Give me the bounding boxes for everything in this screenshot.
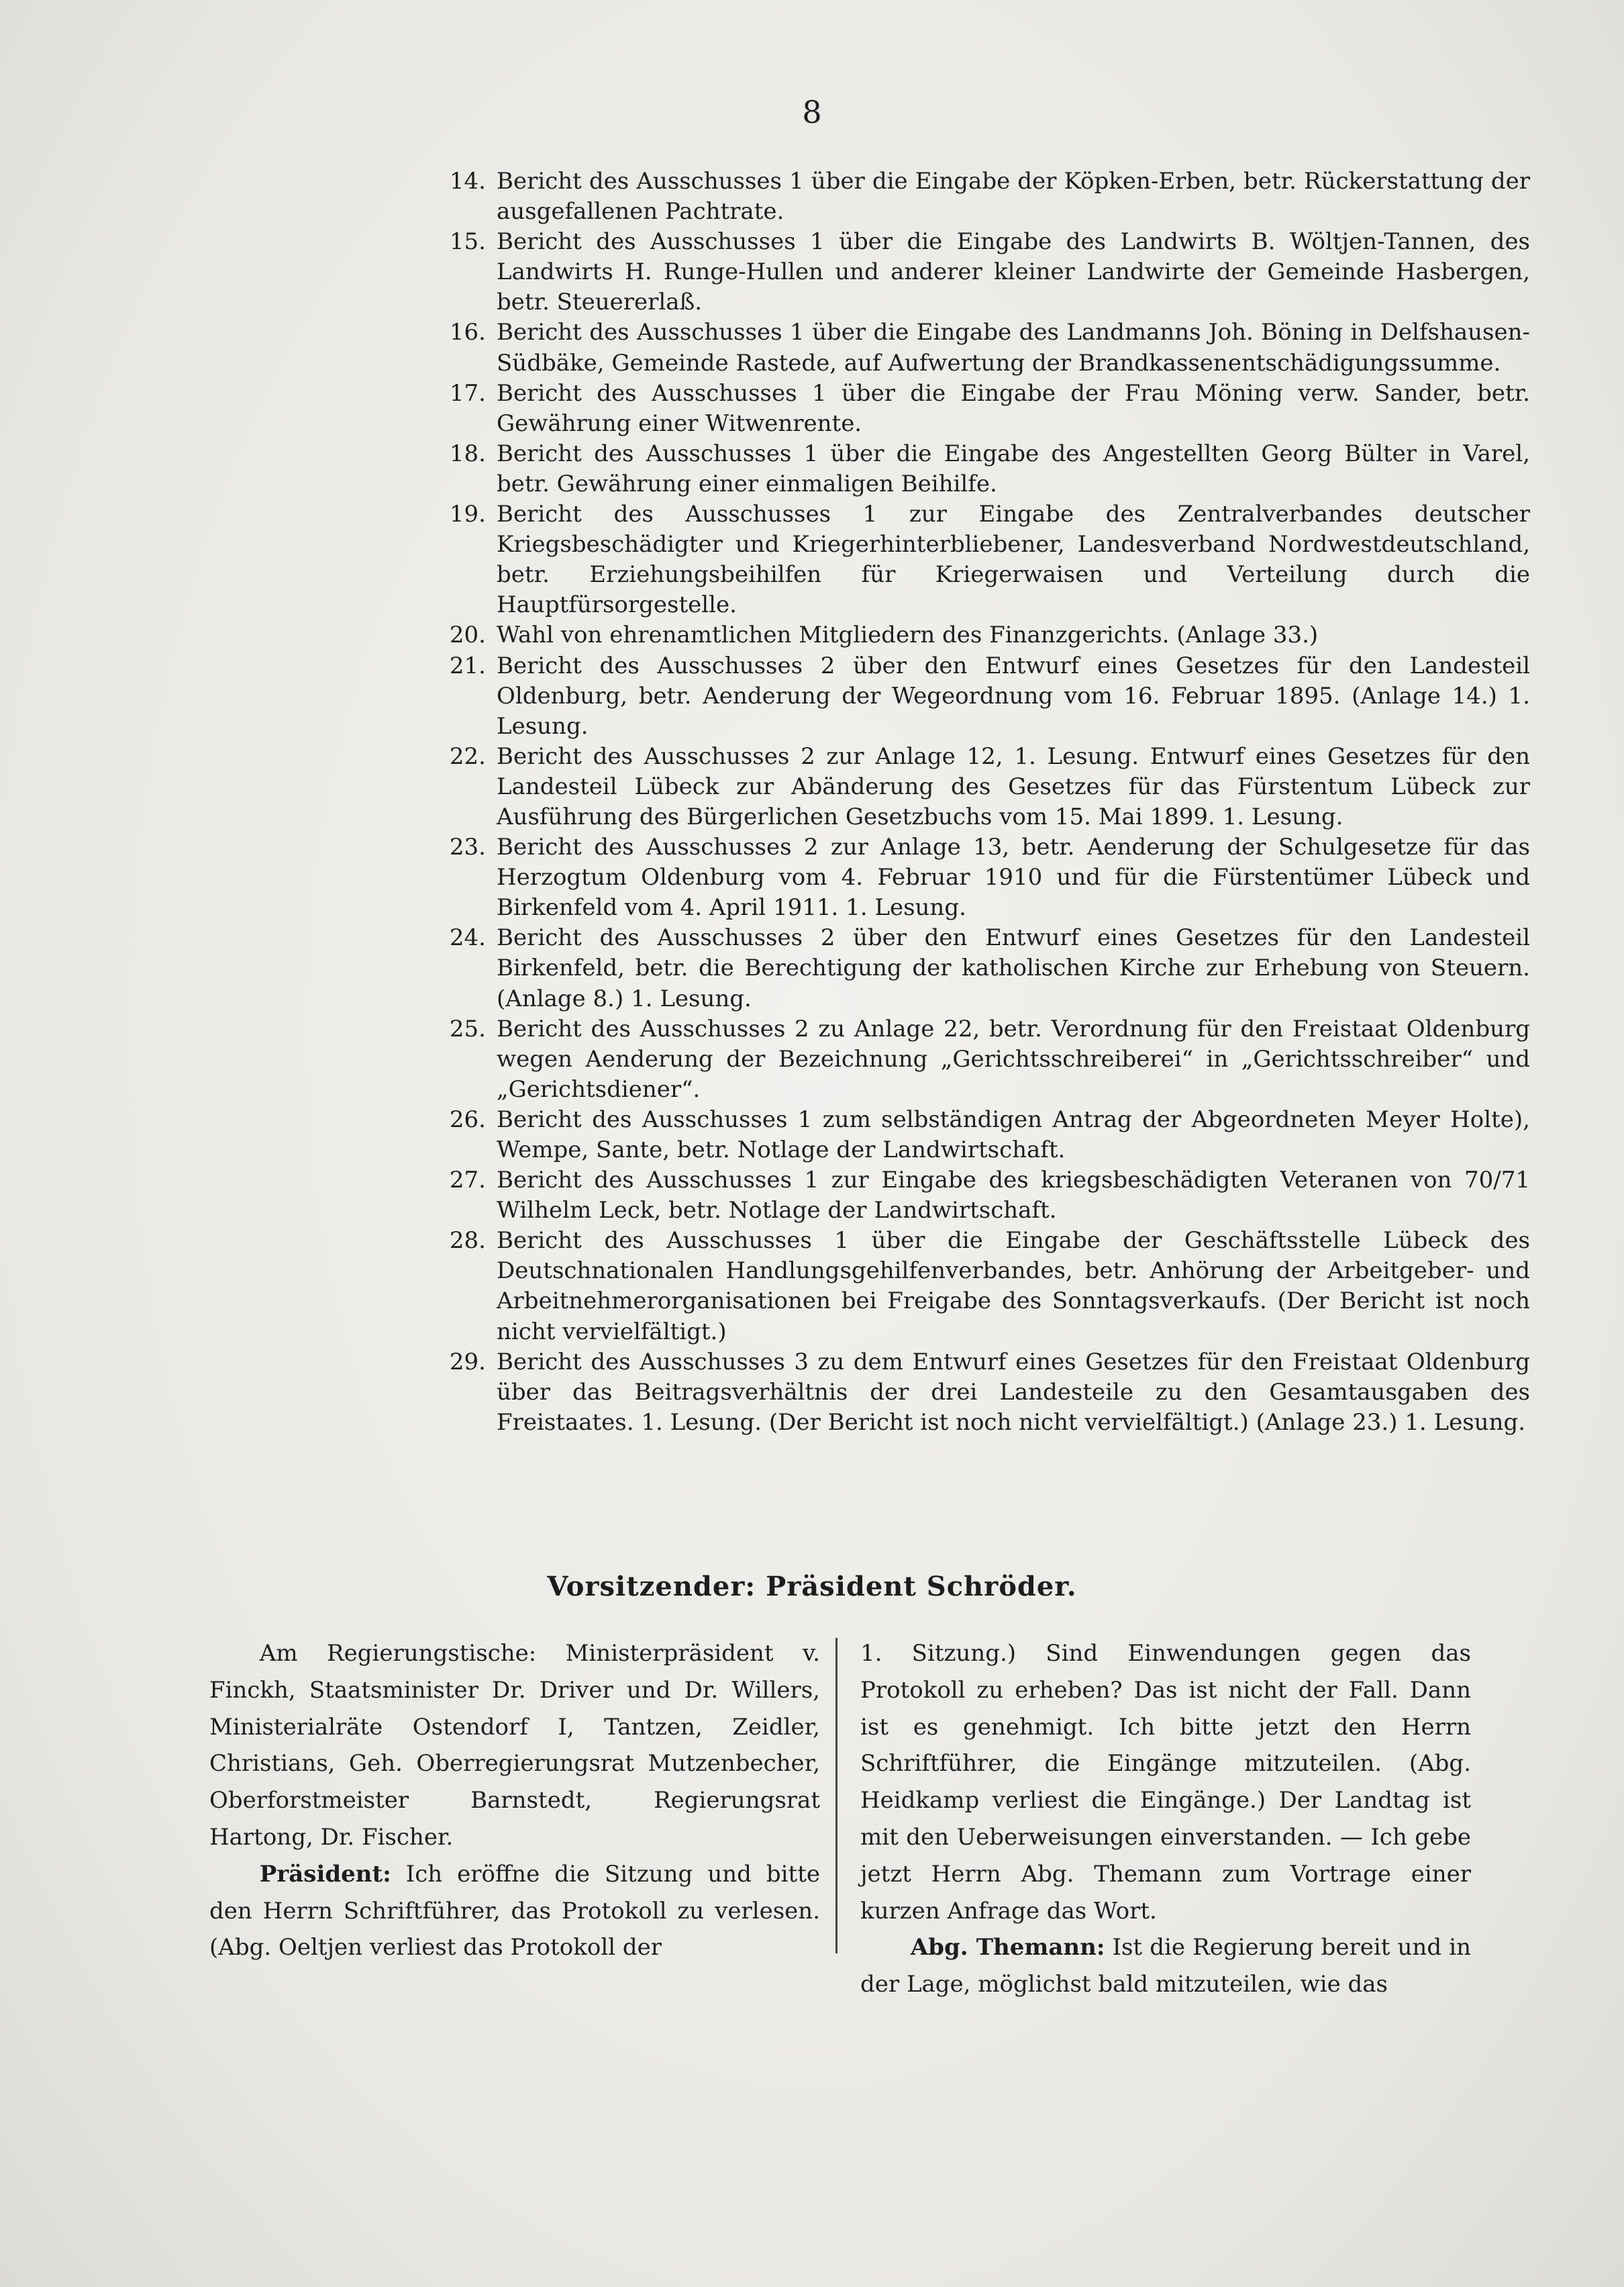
agenda-item-number: 17.: [449, 379, 486, 407]
agenda-item: [429, 620, 1530, 650]
agenda-item-number: 25.: [449, 1015, 486, 1042]
left-column: [209, 1635, 820, 1966]
speech-text: Ich eröffne die Sitzung und bitte den Herrn Schriftführer, das Protokoll zu verlesen. (Abg. Oeltjen verliest das Protokoll der: [209, 1860, 820, 1961]
continuation-paragraph: 1. Sitzung.) Sind Einwendungen gegen das Protokoll zu erheben? Das ist nicht der Fall. Dann ist es genehmigt. Ich bitte jetzt den Herrn Schriftführer, die Eingänge mitzuteilen. (Abg. Heidkamp verliest die Eingänge.) Der Landtag ist mit den Ueberweisungen einverstanden. — Ich gebe jetzt Herrn Abg. Themann zum Vortrage einer kurzen Anfrage das Wort.: [860, 1640, 1471, 1925]
speaker-label: Abg. Themann:: [910, 1934, 1105, 1961]
agenda-item: [429, 379, 1530, 439]
government-bench-paragraph: Am Regierungstische: Ministerpräsident v. Finckh, Staatsminister Dr. Driver und Dr. Willers, Ministerialräte Ostendorf I, Tantzen, Zeidler, Christians, Geh. Oberregierungsrat Mutzenbecher, Oberforstmeister Barnstedt, Regierungsrat Hartong, Dr. Fischer.: [209, 1640, 820, 1851]
agenda-item: [429, 1014, 1530, 1105]
agenda-item-text: Bericht des Ausschusses 1 über die Eingabe des Angestellten Georg Bülter in Varel, betr. Gewährung einer einmaligen Beihilfe.: [497, 440, 1530, 497]
agenda-item-text: Bericht des Ausschusses 1 über die Eingabe der Frau Möning verw. Sander, betr. Gewährung einer Witwenrente.: [497, 379, 1530, 437]
agenda-item: [429, 1347, 1530, 1438]
agenda-item-number: 29.: [449, 1348, 486, 1375]
agenda-item-number: 24.: [449, 924, 486, 952]
agenda-item: [429, 499, 1530, 620]
speaker-label: Präsident:: [259, 1860, 391, 1888]
agenda-item: [429, 166, 1530, 227]
agenda-item-text: Bericht des Ausschusses 1 über die Eingabe des Landwirts B. Wöltjen-Tannen, des Landwirts H. Runge-Hullen und anderer kleiner Landwirte der Gemeinde Hasbergen, betr. Steuererlaß.: [497, 228, 1530, 316]
agenda-item: [429, 318, 1530, 378]
page-number: 8: [802, 94, 822, 130]
agenda-item: [429, 1226, 1530, 1347]
agenda-item-text: Bericht des Ausschusses 2 über den Entwurf eines Gesetzes für den Landesteil Birkenfeld, betr. die Berechtigung der katholischen Kirche zur Erhebung von Steuern. (Anlage 8.) 1. Lesung.: [497, 924, 1530, 1012]
agenda-item-number: 21.: [449, 652, 486, 679]
agenda-item-text: Bericht des Ausschusses 1 zur Eingabe des Zentralverbandes deutscher Kriegsbeschädigter und Kriegerhinterbliebener, Landesverband Nordwestdeutschland, betr. Erziehungsbeihilfen für Kriegerwaisen und Verteilung durch die Hauptfürsorgestelle.: [497, 501, 1530, 619]
agenda-item: [429, 1105, 1530, 1165]
themann-paragraph: [860, 1929, 1471, 2003]
agenda-item-text: Bericht des Ausschusses 2 zu Anlage 22, betr. Verordnung für den Freistaat Oldenburg wegen Aenderung der Bezeichnung „Gerichtsschreiberei“ in „Gerichtsschreiber“ und „Gerichtsdiener“.: [497, 1015, 1530, 1103]
chair-heading: Vorsitzender: Präsident Schröder.: [547, 1571, 1077, 1602]
agenda-item-text: Bericht des Ausschusses 1 über die Eingabe der Köpken-Erben, betr. Rückerstattung der ausgefallenen Pachtrate.: [497, 168, 1530, 226]
agenda-item-text: Wahl von ehrenamtlichen Mitgliedern des Finanzgerichts. (Anlage 33.): [497, 622, 1319, 649]
president-paragraph: [209, 1856, 820, 1966]
agenda-item-number: 26.: [449, 1106, 486, 1133]
agenda-item-text: Bericht des Ausschusses 1 über die Eingabe des Landmanns Joh. Böning in Delfshausen-Südbäke, Gemeinde Rastede, auf Aufwertung der Brandkassenentschädigungssumme.: [497, 319, 1530, 377]
right-column: [860, 1635, 1471, 2003]
agenda-item-number: 23.: [449, 834, 486, 861]
agenda-item: [429, 923, 1530, 1014]
agenda-item-number: 16.: [449, 319, 486, 346]
agenda-item: [429, 742, 1530, 832]
column-divider: [835, 1638, 838, 1953]
agenda-item-text: Bericht des Ausschusses 2 über den Entwurf eines Gesetzes für den Landesteil Oldenburg, betr. Aenderung der Wegeordnung vom 16. Februar 1895. (Anlage 14.) 1. Lesung.: [497, 652, 1530, 740]
agenda-item-number: 20.: [449, 622, 486, 649]
agenda-item-number: 14.: [449, 168, 486, 195]
agenda-item-number: 27.: [449, 1167, 486, 1194]
agenda-item-text: Bericht des Ausschusses 2 zur Anlage 13, betr. Aenderung der Schulgesetze für das Herzogtum Oldenburg vom 4. Februar 1910 und für die Fürstentümer Lübeck und Birkenfeld vom 4. April 1911. 1. Lesung.: [497, 834, 1530, 922]
agenda-item-number: 28.: [449, 1227, 486, 1255]
agenda-item-text: Bericht des Ausschusses 2 zur Anlage 12, 1. Lesung. Entwurf eines Gesetzes für den Landesteil Lübeck zur Abänderung des Gesetzes für das Fürstentum Lübeck zur Ausführung des Bürgerlichen Gesetzbuchs vom 15. Mai 1899. 1. Lesung.: [497, 742, 1530, 830]
agenda-item-number: 15.: [449, 228, 486, 256]
agenda-item-number: 18.: [449, 440, 486, 467]
speech-text: Ist die Regierung bereit und in der Lage, möglichst bald mitzuteilen, wie das: [860, 1934, 1472, 1998]
agenda-list: [429, 166, 1530, 1438]
agenda-item-text: Bericht des Ausschusses 1 zur Eingabe des kriegsbeschädigten Veteranen von 70/71 Wilhelm Leck, betr. Notlage der Landwirtschaft.: [497, 1167, 1530, 1224]
agenda-item-number: 19.: [449, 501, 486, 528]
agenda-item: [429, 1165, 1530, 1226]
agenda-item-number: 22.: [449, 742, 486, 770]
agenda-item-text: Bericht des Ausschusses 1 zum selbständigen Antrag der Abgeordneten Meyer Holte), Wempe, Sante, betr. Notlage der Landwirtschaft.: [497, 1106, 1530, 1163]
agenda-item: [429, 651, 1530, 742]
agenda-item-text: Bericht des Ausschusses 1 über die Eingabe der Geschäftsstelle Lübeck des Deutschnationalen Handlungsgehilfenverbandes, betr. Anhörung der Arbeitgeber- und Arbeitnehmerorganisationen bei Freigabe des Sonntagsverkaufs. (Der Bericht ist noch nicht vervielfältigt.): [497, 1227, 1530, 1345]
agenda-item-text: Bericht des Ausschusses 3 zu dem Entwurf eines Gesetzes für den Freistaat Oldenburg über das Beitragsverhältnis der drei Landesteile zu den Gesamtausgaben des Freistaates. 1. Lesung. (Der Bericht ist noch nicht vervielfältigt.) (Anlage 23.) 1. Lesung.: [497, 1348, 1530, 1436]
agenda-item: [429, 227, 1530, 318]
agenda-item: [429, 439, 1530, 499]
agenda-item: [429, 832, 1530, 923]
